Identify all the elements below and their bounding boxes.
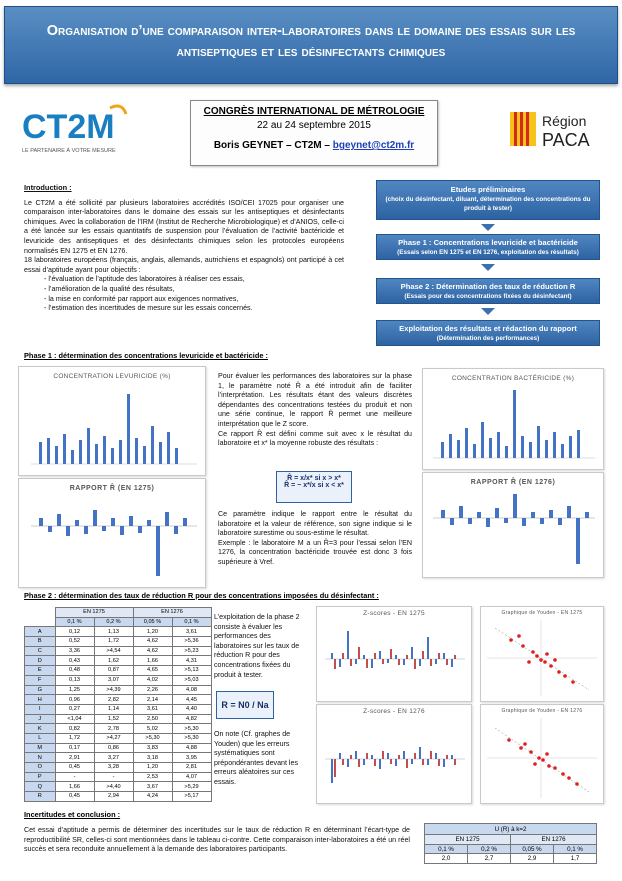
table-cell: 0,27 [55, 704, 94, 714]
objectives-list [24, 275, 344, 313]
rapport-en1275-bars [19, 492, 205, 582]
zscore-en1276-chart [316, 704, 472, 804]
table-cell: 1,13 [94, 627, 133, 637]
table-group-header: EN 1276 [133, 608, 211, 618]
phase1-paragraph-2: Ce rapport R̂ est défini comme suit avec x le résultat du laboratoire et x* la moyenne robuste des résultats : [218, 429, 412, 448]
table-cell: 2,50 [133, 714, 172, 724]
congress-name: CONGRÈS INTERNATIONAL DE MÉTROLOGIE [203, 106, 425, 117]
uncertainty-table [424, 823, 597, 864]
table-cell: - [94, 772, 133, 782]
table-cell: 3,61 [133, 704, 172, 714]
table-cell: 4,62 [133, 646, 172, 656]
table-cell: - [55, 772, 94, 782]
table-cell: 4,40 [172, 704, 211, 714]
phase2-paragraph-1: L’exploitation de la phase 2 consiste à évaluer les performances des laboratoires sur les taux de réduction R pour des concentrations fixées du produit à tester. [214, 613, 300, 679]
lab-label: I [25, 704, 56, 714]
table-cell: 3,36 [55, 646, 94, 656]
phase1-text-lower [218, 510, 412, 568]
lab-label: A [25, 627, 56, 637]
flow-step-sub: (choix du désinfectant, diluant, détermination des concentrations du produit à tester) [385, 195, 591, 212]
table-subheader: 0,05 % [133, 617, 172, 627]
table-cell: 3,27 [94, 753, 133, 763]
table-cell: >4,40 [94, 782, 133, 792]
uncertainty-value: 2,9 [511, 854, 554, 864]
objective-item: - l’évaluation de l’aptitude des laboratoires à réaliser ces essais, [44, 275, 245, 284]
uncertainty-value: 2,7 [468, 854, 511, 864]
lab-label: N [25, 753, 56, 763]
table-row [25, 772, 212, 782]
rhat-formula-box [276, 471, 352, 503]
phase2-text [214, 613, 306, 680]
levuricide-bars [19, 380, 205, 470]
lab-label: Q [25, 782, 56, 792]
flow-arrow-icon [481, 224, 495, 231]
table-cell: 3,61 [172, 627, 211, 637]
uncertainty-value: 1,7 [554, 854, 597, 864]
table-cell: >5,17 [172, 792, 211, 802]
table-row [25, 637, 212, 647]
table-cell: 0,45 [55, 792, 94, 802]
author-email-link[interactable]: bgeynet@ct2m.fr [332, 140, 415, 151]
introduction-paragraph-2: 18 laboratoires européens (français, anglais, allemands, autrichiens et espagnols) ont participé à cet essai d’aptitude ayant pour objectifs : [24, 256, 344, 274]
table-cell: 3,83 [133, 743, 172, 753]
flow-step-4 [376, 320, 600, 346]
lab-label: K [25, 724, 56, 734]
table-cell: 4,62 [133, 637, 172, 647]
table-cell: 2,26 [133, 685, 172, 695]
lab-label: D [25, 656, 56, 666]
table-cell: 1,72 [94, 637, 133, 647]
table-group-header: EN 1275 [425, 835, 511, 845]
author-name: Boris GEYNET – CT2M – [213, 140, 333, 151]
chart-title: CONCENTRATION BACTÉRICIDE (%) [451, 375, 575, 382]
introduction-paragraph-1: Le CT2M a été sollicité par plusieurs laboratoires accrédités ISO/CEI 17025 pour organiser une comparaison inter-laboratoires dans le domaine des essais sur les antiseptiques et désinfectants chimiques. Avec la collaboration de l’IRM (Institut de Recherche Microbiologique) et d’ANIOS, celle-ci a été lancée sur les essais quantitatifs de suspension pour l’évaluation de l’activité bactéricide et levuricide des antiseptiques et des désinfectants chimiques selon les protocoles européens normalisés EN 1275 et EN 1276. [24, 198, 344, 255]
objective-item: - l’amélioration de la qualité des résultats, [44, 284, 175, 293]
table-cell: 1,25 [55, 685, 94, 695]
table-row [25, 792, 212, 802]
chart-title: Z-scores - EN 1276 [363, 708, 425, 715]
flow-step-2 [376, 234, 600, 260]
lab-label: L [25, 733, 56, 743]
objective-item: - la mise en conformité par rapport aux exigences normatives, [44, 294, 239, 303]
conclusion-paragraph: Cet essai d’aptitude a permis de déterminer des incertitudes sur le taux de réduction R en déterminant l’écart-type de reproductibilité SR, celles-ci sont mentionnées dans le tableau ci-contre. Cette comparaison inter-laboratoires a été un réel succès et sera reconduite annuellement à la demande des laboratoires participants. [24, 826, 410, 854]
lab-label: R [25, 792, 56, 802]
flow-step-title: Phase 2 : Détermination des taux de réduction R [400, 282, 576, 291]
table-cell: 4,88 [172, 743, 211, 753]
introduction-section [24, 183, 344, 314]
table-row [25, 695, 212, 705]
table-cell: 2,78 [94, 724, 133, 734]
phase2-heading: Phase 2 : détermination des taux de réduction R pour des concentrations imposées du désinfectant : [24, 591, 379, 600]
table-cell: 3,95 [172, 753, 211, 763]
table-cell: 0,12 [55, 627, 94, 637]
table-cell: 4,82 [172, 714, 211, 724]
lab-label: O [25, 763, 56, 773]
bactericide-bars [423, 382, 603, 464]
table-group-header: EN 1275 [55, 608, 133, 618]
table-cell: 5,02 [133, 724, 172, 734]
lab-label: C [25, 646, 56, 656]
table-cell: 4,31 [172, 656, 211, 666]
zscore-en1276-bars [317, 715, 471, 801]
lab-label: P [25, 772, 56, 782]
formula-line-1: R̂ = x/x* si x > x* [287, 475, 341, 482]
congress-box [190, 100, 438, 166]
table-cell: >5,30 [172, 724, 211, 734]
flow-arrow-icon [481, 264, 495, 271]
table-row [25, 646, 212, 656]
reduction-table-container [24, 607, 212, 802]
table-cell: 0,96 [55, 695, 94, 705]
table-cell: 0,17 [55, 743, 94, 753]
table-cell: >5,23 [172, 646, 211, 656]
table-cell: 1,72 [55, 733, 94, 743]
table-subheader: 0,1 % [425, 844, 468, 854]
table-cell: >5,29 [172, 782, 211, 792]
ct2m-tagline: LE PARTENAIRE À VOTRE MESURE [22, 148, 116, 154]
youden-en1276-points [481, 714, 603, 802]
table-subheader: 0,1 % [55, 617, 94, 627]
table-row [25, 763, 212, 773]
table-cell: 4,02 [133, 675, 172, 685]
table-row [25, 743, 212, 753]
table-cell: 1,20 [133, 763, 172, 773]
title-banner [4, 6, 618, 84]
table-cell: 4,24 [133, 792, 172, 802]
table-body [25, 627, 212, 801]
phase1-heading: Phase 1 : détermination des concentrations levuricide et bactéricide : [24, 351, 268, 360]
phase1-paragraph-4: Exemple : le laboratoire M a un R̂=3 pour l’essai selon l’EN 1276, la concentration bactéricide trouvée est donc 3 fois supérieure à Vref. [218, 538, 412, 566]
table-cell: 2,81 [172, 763, 211, 773]
table-cell: 4,65 [133, 666, 172, 676]
table-row [25, 685, 212, 695]
table-cell: 1,66 [133, 656, 172, 666]
zscore-en1275-bars [317, 617, 471, 699]
chart-title: Z-scores - EN 1275 [363, 610, 425, 617]
congress-author-line [191, 139, 437, 153]
table-cell: 1,20 [133, 627, 172, 637]
phase1-paragraph-1: Pour évaluer les performances des laboratoires sur la phase 1, le paramètre noté R̂ a été introduit afin de faciliter l’interprétation. Les résultats étant des valeurs discrètes dépendantes des concentrations testées du produit et non une série continue, le rapport R̂ permet une meilleure interprétation que le Z score. [218, 372, 412, 428]
ct2m-logo-text: CT2M [22, 108, 115, 146]
lab-label: M [25, 743, 56, 753]
table-cell: >5,13 [172, 666, 211, 676]
table-cell: 3,07 [94, 675, 133, 685]
uncertainty-table-title: U (R) à k=2 [425, 824, 597, 835]
flow-step-sub: (Essais pour des concentrations fixées du désinfectant) [404, 292, 572, 300]
levuricide-chart [18, 366, 206, 476]
table-cell: 2,53 [133, 772, 172, 782]
table-group-header: EN 1276 [511, 835, 597, 845]
table-cell: >5,30 [133, 733, 172, 743]
table-cell: 2,14 [133, 695, 172, 705]
youden-en1275-chart [480, 606, 604, 702]
phase2-text-lower [214, 730, 306, 788]
objective-item: - l’estimation des incertitudes de mesure sur les essais concernés. [44, 304, 253, 313]
table-cell: 2,94 [94, 792, 133, 802]
flow-step-sub: (Essais selon EN 1275 et EN 1276, exploitation des résultats) [397, 248, 579, 256]
rapport-en1276-bars [423, 486, 603, 572]
youden-en1275-points [481, 616, 603, 700]
youden-en1276-chart [480, 704, 604, 804]
table-cell: 0,43 [55, 656, 94, 666]
r-formula-box: R = N0 / Na [216, 691, 274, 719]
table-row [25, 782, 212, 792]
table-cell: 0,45 [55, 763, 94, 773]
table-row [25, 753, 212, 763]
table-cell: 4,45 [172, 695, 211, 705]
table-cell: 0,86 [94, 743, 133, 753]
table-cell: 4,08 [172, 685, 211, 695]
flow-step-3 [376, 278, 600, 304]
lab-label: B [25, 637, 56, 647]
phase1-paragraph-3: Ce paramètre indique le rapport entre le résultat du laboratoire et la valeur de référence, son signe indique si le laboratoire surestime ou sous-estime le résultat. [218, 510, 412, 538]
phase1-text [218, 372, 412, 449]
table-cell: 1,66 [55, 782, 94, 792]
ct2m-logo [18, 104, 168, 156]
paca-label: PACA [542, 130, 590, 150]
conclusion-heading: Incertitudes et conclusion : [24, 810, 121, 819]
table-cell: 0,87 [94, 666, 133, 676]
region-paca-logo [506, 104, 610, 154]
table-cell: 1,62 [94, 656, 133, 666]
table-row [25, 675, 212, 685]
table-row [25, 666, 212, 676]
phase2-paragraph-2: On note (Cf. graphes de Youden) que les erreurs systématiques sont prépondérantes devant les erreurs aléatoires sur ces essais. [214, 730, 299, 786]
lab-label: H [25, 695, 56, 705]
introduction-heading: Introduction : [24, 183, 72, 192]
flow-arrow-icon [481, 308, 495, 315]
table-cell: 0,13 [55, 675, 94, 685]
table-cell: 1,52 [94, 714, 133, 724]
rapport-en1275-chart [18, 478, 206, 588]
congress-dates: 22 au 24 septembre 2015 [257, 120, 371, 131]
bactericide-chart [422, 368, 604, 470]
table-cell: >4,27 [94, 733, 133, 743]
flow-step-1 [376, 180, 600, 220]
flow-step-title: Phase 1 : Concentrations levuricide et bactéricide [398, 238, 578, 247]
chart-title: Graphique de Youden - EN 1275 [501, 610, 583, 616]
table-row [25, 733, 212, 743]
reduction-rate-table [24, 607, 212, 802]
table-cell: >4,39 [94, 685, 133, 695]
table-cell: 2,91 [55, 753, 94, 763]
table-cell: 2,82 [94, 695, 133, 705]
table-subheader: 0,05 % [511, 844, 554, 854]
flow-step-title: Etudes préliminaires [450, 185, 526, 194]
chart-title: RAPPORT R̂ (EN 1275) [69, 485, 155, 492]
table-cell: <1,04 [55, 714, 94, 724]
zscore-en1275-chart [316, 606, 472, 702]
uncertainty-table-container [424, 823, 597, 864]
table-cell: 3,67 [133, 782, 172, 792]
chart-title: RAPPORT R̂ (EN 1276) [470, 479, 556, 486]
formula-line-2: R̂ = − x*/x si x < x* [284, 482, 344, 489]
uncertainty-value: 2,0 [425, 854, 468, 864]
lab-label: J [25, 714, 56, 724]
table-subheader: 0,2 % [468, 844, 511, 854]
lab-label: G [25, 685, 56, 695]
table-row [25, 724, 212, 734]
table-cell: 0,48 [55, 666, 94, 676]
table-cell: 0,82 [55, 724, 94, 734]
table-cell: >5,03 [172, 675, 211, 685]
table-row [25, 627, 212, 637]
region-label: Région [542, 113, 587, 129]
table-row [25, 714, 212, 724]
table-cell: 0,52 [55, 637, 94, 647]
table-subheader: 0,1 % [172, 617, 211, 627]
rapport-en1276-chart [422, 472, 604, 578]
lab-label: E [25, 666, 56, 676]
table-cell: >5,30 [172, 733, 211, 743]
table-cell: 1,14 [94, 704, 133, 714]
poster-title: Organisation d’une comparaison inter-laboratoires dans le domaine des essais sur les antiseptiques et les désinfectants chimiques [46, 23, 576, 60]
table-row [25, 656, 212, 666]
lab-label: F [25, 675, 56, 685]
flow-step-sub: (Détermination des performances) [436, 334, 540, 342]
table-subheader: 0,2 % [94, 617, 133, 627]
table-cell: 4,07 [172, 772, 211, 782]
chart-title: CONCENTRATION LEVURICIDE (%) [53, 373, 171, 380]
chart-title: Graphique de Youden - EN 1276 [501, 708, 583, 714]
table-subheader: 0,1 % [554, 844, 597, 854]
flow-step-title: Exploitation des résultats et rédaction du rapport [399, 324, 577, 333]
table-cell: >5,36 [172, 637, 211, 647]
table-cell: 3,28 [94, 763, 133, 773]
table-cell: >4,54 [94, 646, 133, 656]
table-cell: 3,18 [133, 753, 172, 763]
table-row [25, 704, 212, 714]
